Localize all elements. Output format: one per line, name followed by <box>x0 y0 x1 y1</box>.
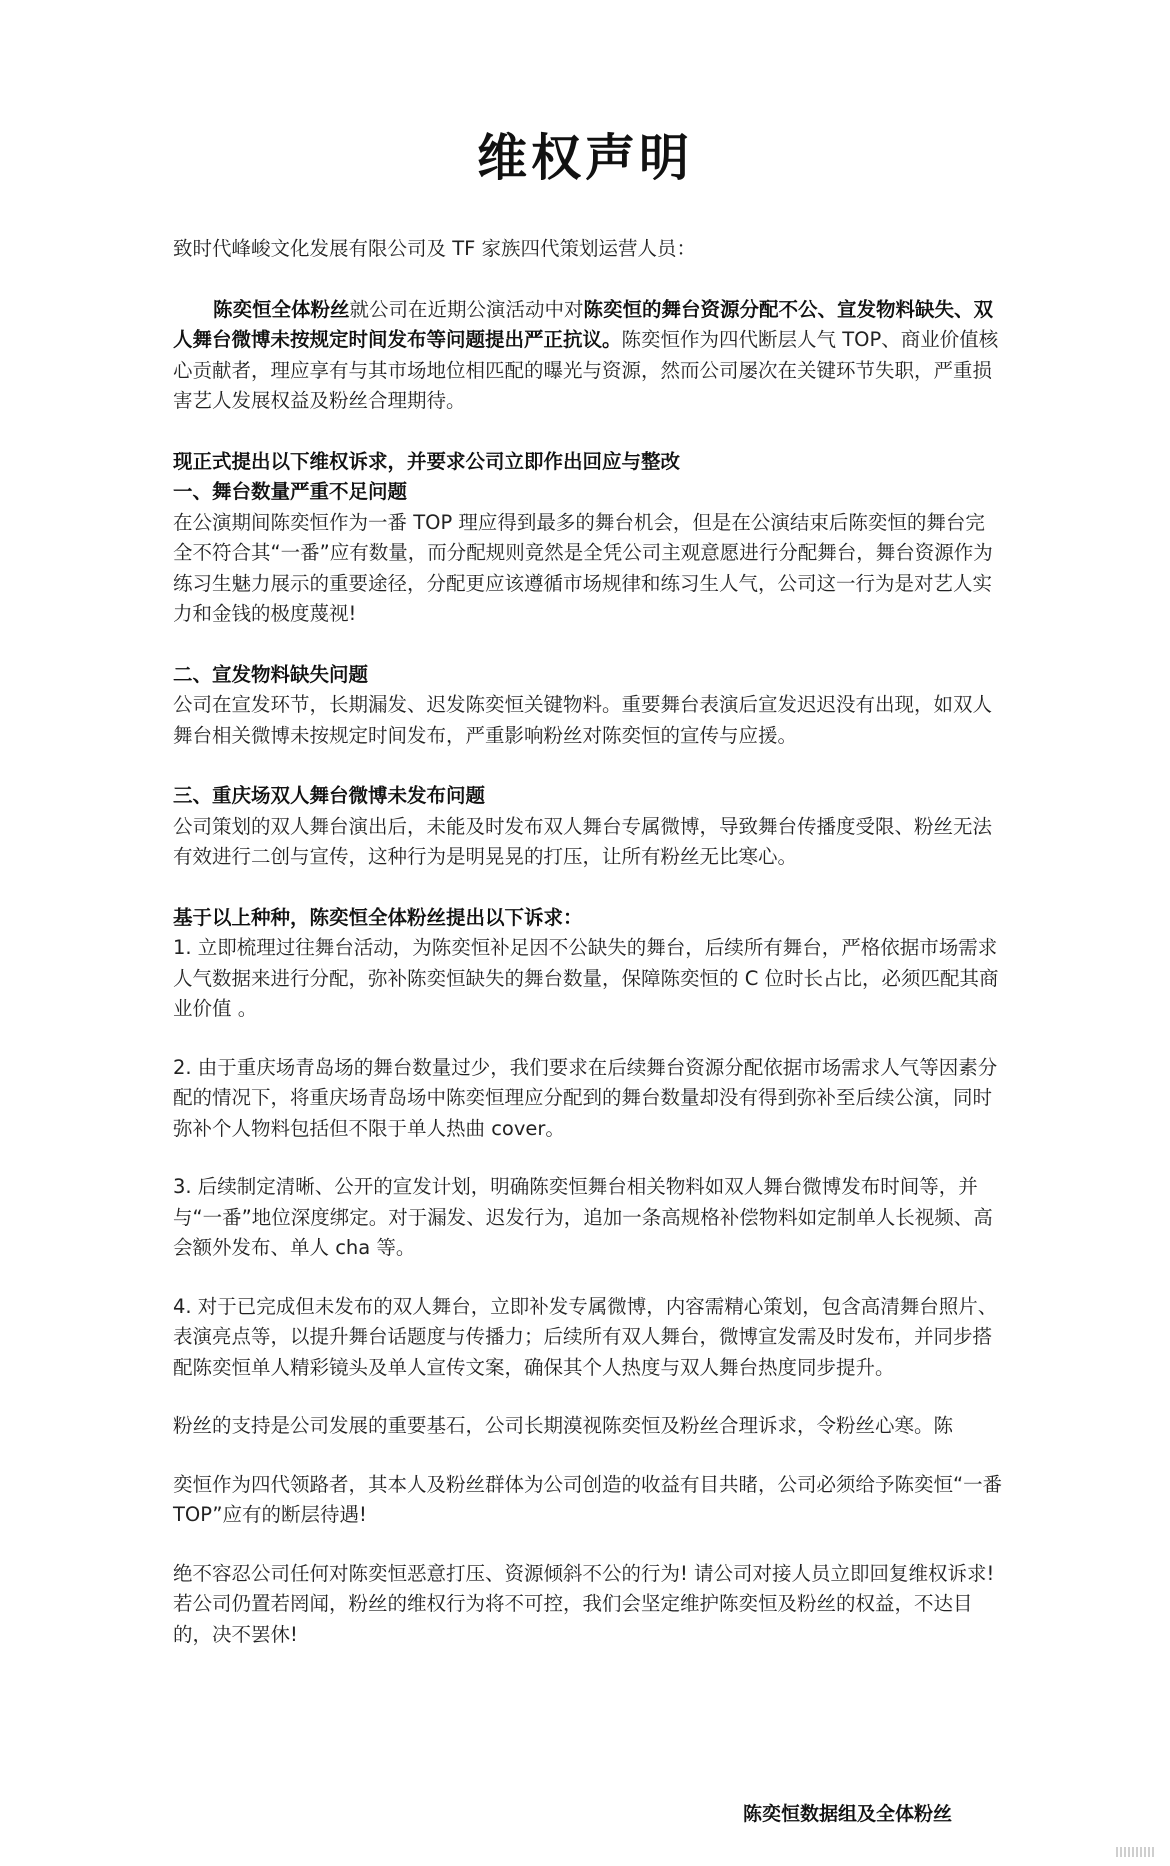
intro-bold-subject: 陈奕恒全体粉丝 <box>213 297 350 321</box>
section-body-1: 在公演期间陈奕恒作为一番 TOP 理应得到最多的舞台机会，但是在公演结束后陈奕恒的舞台完全不符合其“一番”应有数量，而分配规则竟然是全凭公司主观意愿进行分配舞台，舞台资源作为练习生魅力展示的重要途径，分配更应该遵循市场规律和练习生人气，公司这一行为是对艺人实力和金钱的极度蔑视! <box>173 510 993 625</box>
closing-paragraph-2: 奕恒作为四代领路者，其本人及粉丝群体为公司创造的收益有目共睹，公司必须给予陈奕恒“一番 TOP”应有的断层待遇! <box>173 1472 1003 1526</box>
intro-bold-protest: 陈奕恒的舞台资源分配不公、宣发物料缺失、双人舞台微博未按规定时间发布等问题提出严正抗议。 <box>173 297 994 351</box>
section-body-3: 公司策划的双人舞台演出后，未能及时发布双人舞台专属微博，导致舞台传播度受限、粉丝无法有效进行二创与宣传，这种行为是明晃晃的打压，让所有粉丝无比寒心。 <box>173 814 993 868</box>
salutation: 致时代峰峻文化发展有限公司及 TF 家族四代策划运营人员： <box>173 237 697 260</box>
section-heading-3: 三、重庆场双人舞台微博未发布问题 <box>173 784 486 807</box>
demand-heading: 现正式提出以下维权诉求，并要求公司立即作出回应与整改 <box>173 449 681 473</box>
section-heading-2: 二、宣发物料缺失问题 <box>173 662 369 686</box>
claim-item-2: 2. 由于重庆场青岛场的舞台数量过少，我们要求在后续舞台资源分配依据市场需求人气等因素分配的情况下，将重庆场青岛场中陈奕恒理应分配到的舞台数量却没有得到弥补至后续公演，同时弥补个人物料包括但不限于单人热曲 cover。 <box>173 1055 998 1140</box>
intro-paragraph <box>173 295 1003 417</box>
intro-text-2: 陈奕恒作为四代断层人气 TOP、商业价值核心贡献者，理应享有与其市场地位相匹配的曝光与资源，然而公司屡次在关键环节失职，严重损害艺人发展权益及粉丝合理期待。 <box>173 328 999 412</box>
intro-text-1: 就公司在近期公演活动中对 <box>349 297 584 321</box>
section-heading-1: 一、舞台数量严重不足问题 <box>173 480 408 503</box>
document-body <box>173 234 1003 1650</box>
closing-paragraph-1: 粉丝的支持是公司发展的重要基石，公司长期漠视陈奕恒及粉丝合理诉求，令粉丝心寒。陈 <box>173 1414 954 1437</box>
corner-marks-decoration <box>1116 1842 1162 1852</box>
claim-item-3: 3. 后续制定清晰、公开的宣发计划，明确陈奕恒舞台相关物料如双人舞台微博发布时间等，并与“一番”地位深度绑定。对于漏发、迟发行为，追加一条高规格补偿物料如定制单人长视频、高会额外发布、单人 cha 等。 <box>173 1175 993 1259</box>
closing-paragraph-4: 若公司仍置若罔闻，粉丝的维权行为将不可控，我们会坚定维护陈奕恒及粉丝的权益，不达目的，决不罢休! <box>173 1592 973 1646</box>
claim-item-4: 4. 对于已完成但未发布的双人舞台，立即补发专属微博，内容需精心策划，包含高清舞台照片、表演亮点等，以提升舞台话题度与传播力；后续所有双人舞台，微博宣发需及时发布，并同步搭配陈奕恒单人精彩镜头及单人宣传文案，确保其个人热度与双人舞台热度同步提升。 <box>173 1294 998 1379</box>
claim-item-1: 1. 立即梳理过往舞台活动，为陈奕恒补足因不公缺失的舞台，后续所有舞台，严格依据市场需求人气数据来进行分配，弥补陈奕恒缺失的舞台数量，保障陈奕恒的 C 位时长占比，必须匹配其商业价值 。 <box>173 936 999 1020</box>
document-title: 维权声明 <box>477 129 693 187</box>
signature: 陈奕恒数据组及全体粉丝 <box>743 1803 953 1825</box>
closing-paragraph-3: 绝不容忍公司任何对陈奕恒恶意打压、资源倾斜不公的行为! 请公司对接人员立即回复维权诉求! <box>173 1561 995 1585</box>
claims-heading: 基于以上种种，陈奕恒全体粉丝提出以下诉求： <box>173 905 583 929</box>
section-body-2: 公司在宣发环节，长期漏发、迟发陈奕恒关键物料。重要舞台表演后宣发迟迟没有出现，如双人舞台相关微博未按规定时间发布，严重影响粉丝对陈奕恒的宣传与应援。 <box>173 693 993 747</box>
